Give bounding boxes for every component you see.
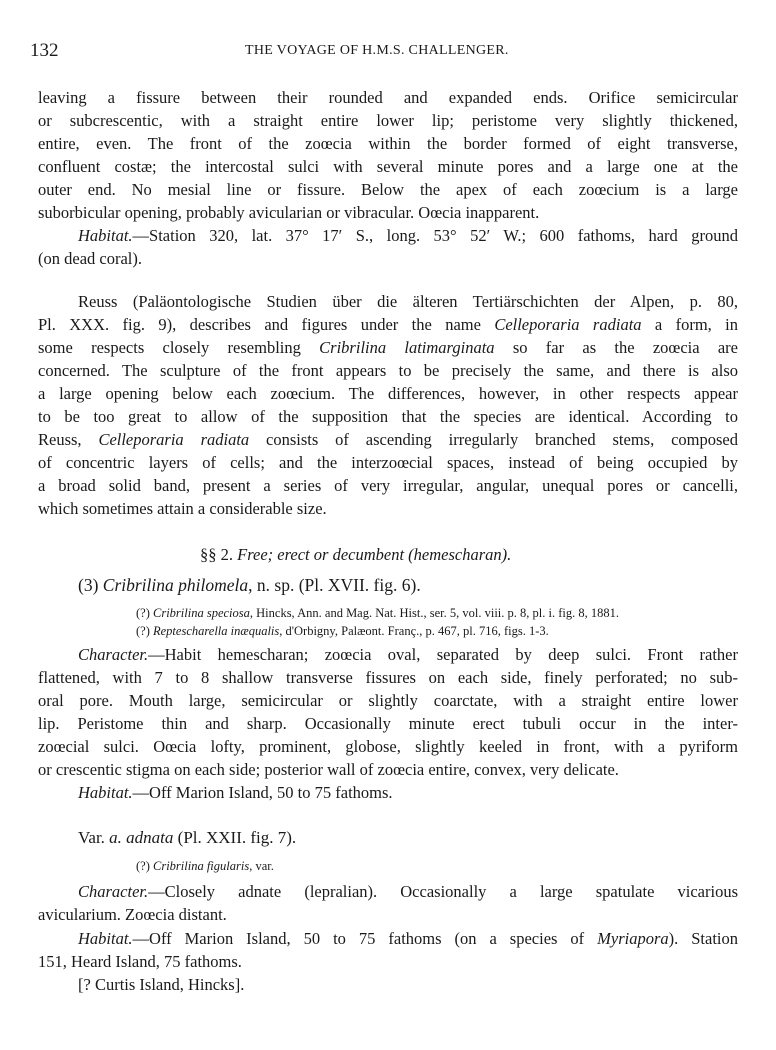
habitat-line [78,226,738,246]
text-line: oral pore. Mouth large, semicircular or slightly coarctate, with a straight entire lower [38,691,738,710]
synonym-name: Cribrilina speciosa [153,606,250,620]
habitat-label: Habitat. [78,783,133,802]
species-ref: , n. sp. (Pl. XVII. fig. 6). [248,575,421,595]
text-line [38,315,738,335]
text-line: concerned. The sculpture of the front appears to be precisely the same, and there is also [38,361,738,380]
text-line: a large opening below each zoœcium. The differences, however, in other respects appear [38,384,738,403]
section-number: §§ 2. [200,545,238,564]
synonym-ref: , Hincks, Ann. and Mag. Nat. Hist., ser. 5, vol. viii. p. 8, pl. i. fig. 8, 1881. [249,606,619,620]
taxon-name: Celleporaria radiata [98,430,250,449]
character-text: —Habit hemescharan; zoœcia oval, separated by deep sulci. Front rather [148,645,738,664]
synonym-line [136,856,736,876]
text-span: (?) [136,859,153,873]
text-line: (on dead coral). [38,249,142,268]
variety-heading [78,828,738,848]
habitat-line [78,929,738,949]
habitat-text: —Off Marion Island, 50 to 75 fathoms (on a species of [132,929,598,948]
text-line: Reuss (Paläontologische Studien über die älteren Tertiärschichten der Alpen, p. 80, [78,292,738,311]
text-span: Pl. XXX. fig. 9), describes and figures under the name [38,315,495,334]
text-span: so far as the zoœcia are [494,338,738,357]
character-label: Character. [78,882,149,901]
text-span: Var. [78,828,110,847]
text-line: entire, even. The front of the zoœcia within the border formed of eight transverse, [38,134,738,153]
synonym-line [136,603,736,623]
text-line: 151, Heard Island, 75 fathoms. [38,952,242,971]
text-line [38,430,738,450]
synonym-name: Reptescharella inæqualis [153,624,280,638]
text-line: of concentric layers of cells; and the interzoœcial spaces, instead of being occupied by [38,453,738,472]
taxon-name: Myriapora [597,929,669,948]
variety-ref: (Pl. XXII. fig. 7). [173,828,297,847]
synonym-name: Cribrilina figularis [153,859,250,873]
section-heading [200,545,720,565]
text-line: or crescentic stigma on each side; posterior wall of zoœcia entire, convex, very delicate. [38,760,619,779]
text-span: (?) [136,606,153,620]
text-span: consists of ascending irregularly branched stems, composed [249,430,739,449]
text-line: which sometimes attain a considerable size. [38,499,327,518]
species-number: (3) [78,575,103,595]
text-line: flattened, with 7 to 8 shallow transverse fissures on each side, finely perforated; no sub- [38,668,738,687]
page-header [30,40,730,70]
character-label: Character. [78,645,149,664]
text-line: lip. Peristome thin and sharp. Occasionally minute erect tubuli occur in the inter- [38,714,738,733]
text-line: avicularium. Zoœcia distant. [38,905,227,924]
habitat-text: ). Station [668,929,738,948]
text-line: suborbicular opening, probably avicularian or vibracular. Oœcia inapparent. [38,203,540,222]
text-span: a form, in [641,315,739,334]
text-line: confluent costæ; the intercostal sulci with several minute pores and a large one at the [38,157,738,176]
text-line: zoœcial sulci. Oœcia lofty, prominent, globose, slightly keeled in front, with a pyriform [38,737,738,756]
character-line [78,882,738,902]
species-heading [78,575,738,595]
character-line [78,645,738,665]
text-line: or subcrescentic, with a straight entire lower lip; peristome very slightly thickened, [38,111,738,130]
habitat-label: Habitat. [78,929,133,948]
text-line: leaving a fissure between their rounded and expanded ends. Orifice semicircular [38,88,738,107]
page-number: 132 [30,40,59,61]
character-text: —Closely adnate (lepralian). Occasionally a large spatulate vicarious [148,882,738,901]
habitat-text: —Station 320, lat. 37° 17′ S., long. 53° 52′ W.; 600 fathoms, hard ground [132,226,738,245]
text-span: some respects closely resembling [38,338,320,357]
text-line: outer end. No mesial line or fissure. Below the apex of each zoœcium is a large [38,180,738,199]
synonym-line [136,621,736,641]
section-title: Free; erect or decumbent (hemescharan). [237,545,512,564]
text-line: a broad solid band, present a series of very irregular, angular, unequal pores or cancelli, [38,476,738,495]
habitat-text: —Off Marion Island, 50 to 75 fathoms. [132,783,393,802]
species-name: Cribrilina philomela [102,575,249,595]
text-line [38,338,738,358]
text-span: (?) [136,624,153,638]
text-line: to be too great to allow of the supposition that the species are identical. According to [38,407,738,426]
text-span: Reuss, [38,430,99,449]
taxon-name: Cribrilina latimarginata [319,338,495,357]
running-head: THE VOYAGE OF H.M.S. CHALLENGER. [245,43,509,58]
synonym-ref: , var. [249,859,274,873]
habitat-line [78,783,738,803]
taxon-name: Celleporaria radiata [494,315,642,334]
variety-name: a. adnata [109,828,174,847]
habitat-label: Habitat. [78,226,133,245]
synonym-ref: , d'Orbigny, Palæont. Franç., p. 467, pl. 716, figs. 1-3. [279,624,549,638]
text-line: [? Curtis Island, Hincks]. [78,975,245,994]
